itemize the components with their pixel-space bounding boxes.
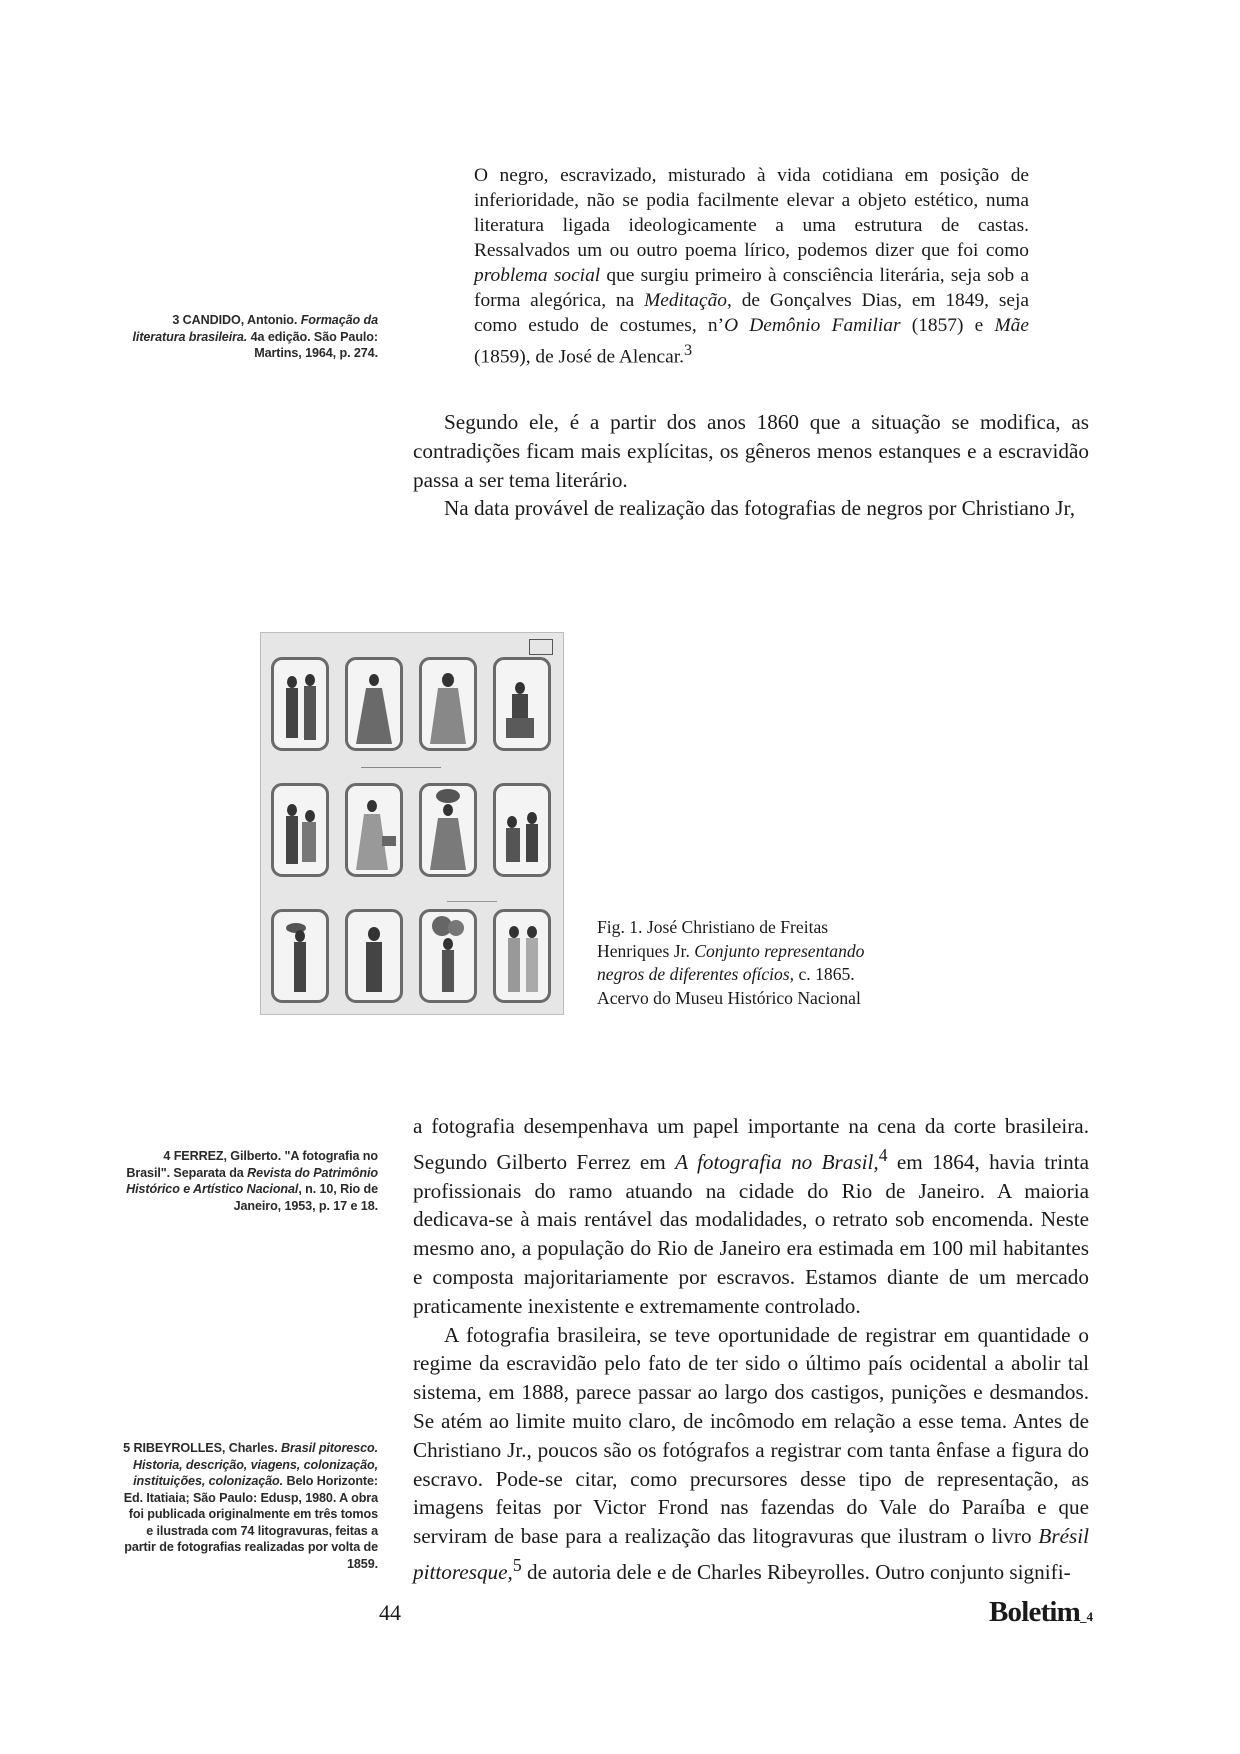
block-quote: O negro, escravizado, misturado à vida cotidiana em posição de inferioridade, não se podia facilmente elevar a objeto estético, numa literatura ligada ideologicamente a uma estrutura de castas. Ressalvados um ou outro poema lírico, podemos dizer que foi como problema social que surgiu primeiro à consciência literária, seja sob a forma alegórica, na Meditação, de Gonçalves Dias, em 1849, seja como estudo de costumes, n’O Demônio Familiar (1857) e Mãe (1859), de José de Alencar.$^3$	[474, 165, 1029, 368]
portrait-frame	[493, 909, 551, 1003]
quote-emphasis: Mãe	[994, 315, 1029, 336]
portrait-frame	[419, 909, 477, 1003]
sidenote-5: 5 RIBEYROLLES, Charles. Brasil pitoresco. Historia, descrição, viagens, colonização, instituições, colonização. Belo Horizonte: Ed. Itatiaia; São Paulo: Edusp, 1980. A obra foi publicada originalmente em três tomos e ilustrada com 74 litogravuras, feitas a partir de fotografias realizadas por volta de 1859.	[123, 1441, 378, 1571]
portrait-frame	[271, 909, 329, 1003]
portrait-frame	[271, 783, 329, 877]
quote-emphasis: O Demônio Familiar	[724, 315, 901, 336]
figure-photograph	[260, 632, 564, 1015]
portrait-frame	[493, 657, 551, 751]
footnote-ref-3[interactable]: 3	[684, 342, 693, 359]
portrait-frame	[419, 657, 477, 751]
body-text-top	[413, 408, 1089, 523]
portrait-frame	[345, 783, 403, 877]
portrait-frame	[493, 783, 551, 877]
sidenote-4: 4 FERREZ, Gilberto. "A fotografia no Brasil". Separata da Revista do Patrimônio Histórico e Artístico Nacional, n. 10, Rio de Janeiro, 1953, p. 17 e 18.	[126, 1149, 378, 1213]
paragraph: Na data provável de realização das fotografias de negros por Christiano Jr,	[444, 496, 1076, 521]
paragraph: A fotografia brasileira, se teve oportunidade de registrar em quantidade o regime da escravidão pelo fato de ter sido o último país ocidental a abolir tal sistema, em 1888, parece passar ao largo dos castigos, punições e desmandos. Se atém ao limite muito claro, de incômodo em relação a esse tema. Antes de Christiano Jr., poucos são os fotógrafos a registrar com tanta ênfase a figura do escravo. Pode-se citar, como precursores desse tipo de representação, as imagens feitas por Victor Frond nas fazendas do Vale do Paraíba e que serviram de base para a realização das litogravuras que ilustram o livro Brésil pittoresque,$^5$ de autoria dele e de Charles Ribeyrolles. Outro conjunto signifi-	[413, 1322, 1089, 1585]
handwritten-mark	[447, 887, 497, 902]
handwritten-mark	[361, 759, 441, 768]
footnote-ref-4[interactable]: 4	[878, 1144, 888, 1165]
portrait-frame	[271, 657, 329, 751]
quote-emphasis: Meditação	[644, 290, 727, 311]
plate-label	[529, 639, 553, 655]
footnote-ref-5[interactable]: 5	[512, 1555, 522, 1576]
portrait-frame	[345, 657, 403, 751]
portrait-frame	[345, 909, 403, 1003]
quote-emphasis: problema social	[474, 265, 601, 286]
paragraph: a fotografia desempenhava um papel importante na cena da corte brasileira. Segundo Gilberto Ferrez em A fotografia no Brasil,$^4$ em 1864, havia trinta profissionais do ramo atuando na cidade do Rio de Janeiro. A maioria dedicava-se à mais rentável das modalidades, o retrato sob encomenda. Neste mesmo ano, a população do Rio de Janeiro era estimada em 100 mil habitantes e composta majoritariamente por escravos. Estamos diante de um mercado praticamente inexistente e extremamente controlado.	[413, 1114, 1090, 1318]
sidenote-3: 3 CANDIDO, Antonio. Formação da literatura brasileira. 4a edição. São Paulo: Martins, 1964, p. 274.	[132, 313, 378, 360]
page-number: 44	[379, 1600, 401, 1625]
portrait-frame	[419, 783, 477, 877]
paragraph: Segundo ele, é a partir dos anos 1860 que a situação se modifica, as contradições ficam mais explícitas, os gêneros menos estanques e a escravidão passa a ser tema literário.	[413, 410, 1089, 492]
journal-brand: Boletim_4	[989, 1596, 1094, 1628]
body-text-bottom	[413, 1112, 1089, 1587]
figure-caption: Fig. 1. José Christiano de Freitas Henriques Jr. Conjunto representando negros de diferentes ofícios, c. 1865. Acervo do Museu Histórico Nacional	[597, 917, 865, 1008]
